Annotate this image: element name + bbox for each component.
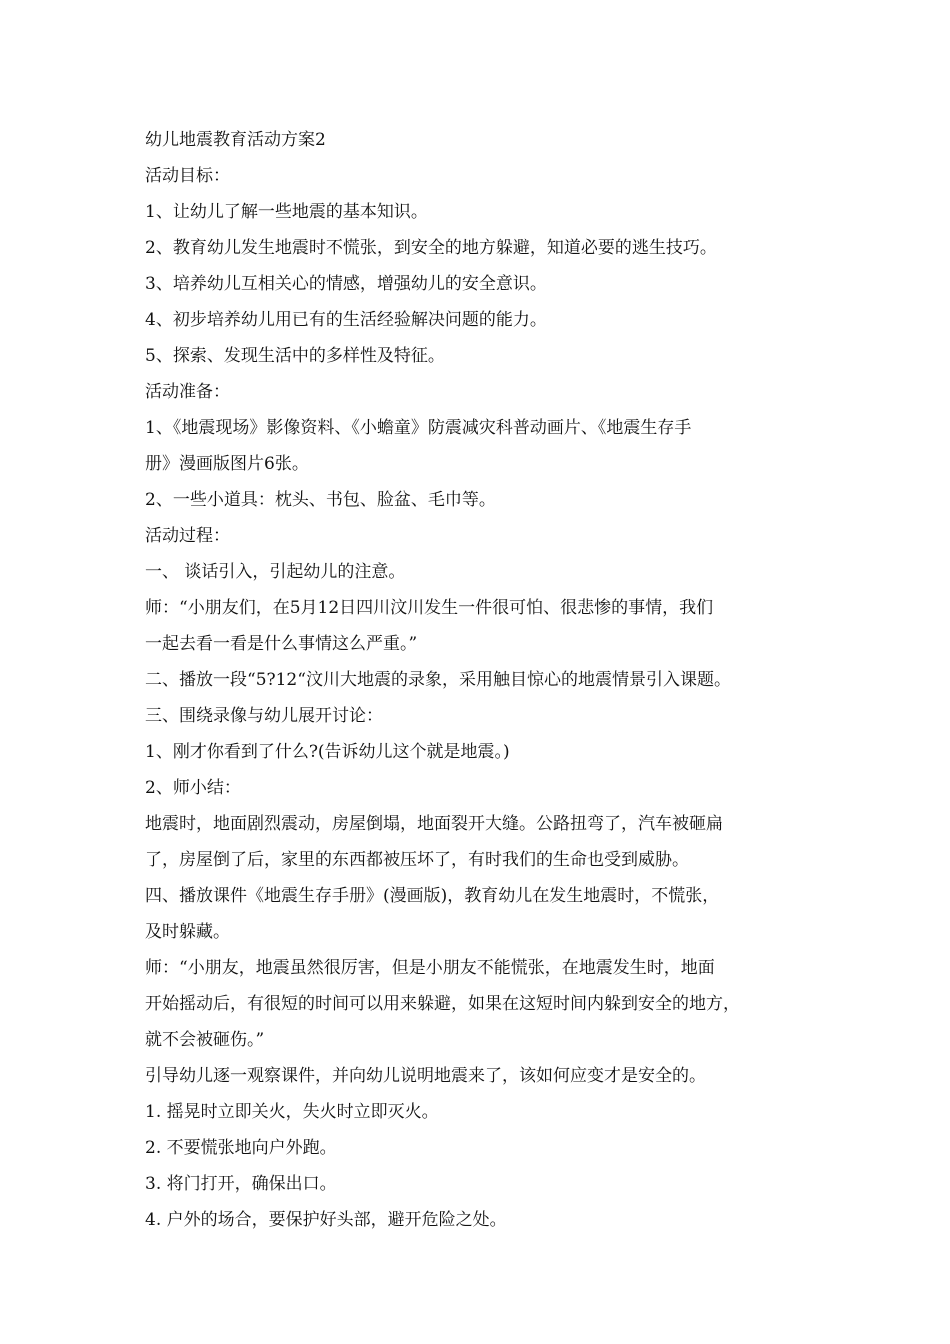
text-line: 1、让幼儿了解一些地震的基本知识。: [145, 202, 428, 222]
text-line: 2、教育幼儿发生地震时不慌张，到安全的地方躲避，知道必要的逃生技巧。: [145, 238, 717, 258]
text-line: 4. 户外的场合，要保护好头部，避开危险之处。: [145, 1210, 507, 1230]
text-line: 3、培养幼儿互相关心的情感，增强幼儿的安全意识。: [145, 274, 547, 294]
text-line: 引导幼儿逐一观察课件，并向幼儿说明地震来了，该如何应变才是安全的。: [145, 1066, 706, 1086]
text-line: 1. 摇晃时立即关火，失火时立即灭火。: [145, 1102, 439, 1122]
text-line: 2、一些小道具：枕头、书包、脸盆、毛巾等。: [145, 490, 496, 510]
text-line: 1、刚才你看到了什么?(告诉幼儿这个就是地震。): [145, 742, 510, 762]
text-line: 就不会被砸伤。”: [145, 1030, 265, 1050]
text-line: 1、《地震现场》影像资料、《小蟾童》防震减灾科普动画片、《地震生存手: [145, 418, 692, 438]
document-page: [145, 122, 825, 1238]
text-line: 师：“小朋友们，在5月12日四川汶川发生一件很可怕、很悲惨的事情，我们: [145, 598, 714, 618]
text-line: 三、围绕录像与幼儿展开讨论：: [145, 706, 383, 726]
text-line: 活动准备：: [145, 382, 230, 402]
text-line: 3. 将门打开，确保出口。: [145, 1174, 337, 1194]
text-line: 及时躲藏。: [145, 922, 230, 942]
text-line: 活动目标：: [145, 166, 230, 186]
text-line: 师：“小朋友，地震虽然很厉害，但是小朋友不能慌张，在地震发生时，地面: [145, 958, 715, 978]
text-line: 2、师小结：: [145, 778, 241, 798]
text-line: 册》漫画版图片6张。: [145, 454, 309, 474]
text-line: 二、播放一段“5?12“汶川大地震的录象，采用触目惊心的地震情景引入课题。: [145, 670, 731, 690]
document-title: 幼儿地震教育活动方案2: [145, 130, 326, 150]
text-line: 地震时，地面剧烈震动，房屋倒塌，地面裂开大缝。公路扭弯了，汽车被砸扁: [145, 814, 723, 834]
text-line: 2. 不要慌张地向户外跑。: [145, 1138, 337, 1158]
text-line: 5、探索、发现生活中的多样性及特征。: [145, 346, 445, 366]
text-line: 活动过程：: [145, 526, 230, 546]
text-line: 四、播放课件《地震生存手册》(漫画版)，教育幼儿在发生地震时，不慌张，: [145, 886, 720, 906]
text-line: 一起去看一看是什么事情这么严重。”: [145, 634, 418, 654]
text-line: 了，房屋倒了后，家里的东西都被压坏了，有时我们的生命也受到威胁。: [145, 850, 689, 870]
text-line: 一、 谈话引入，引起幼儿的注意。: [145, 562, 406, 582]
text-line: 开始摇动后，有很短的时间可以用来躲避，如果在这短时间内躲到安全的地方，: [145, 994, 740, 1014]
text-line: 4、初步培养幼儿用已有的生活经验解决问题的能力。: [145, 310, 547, 330]
